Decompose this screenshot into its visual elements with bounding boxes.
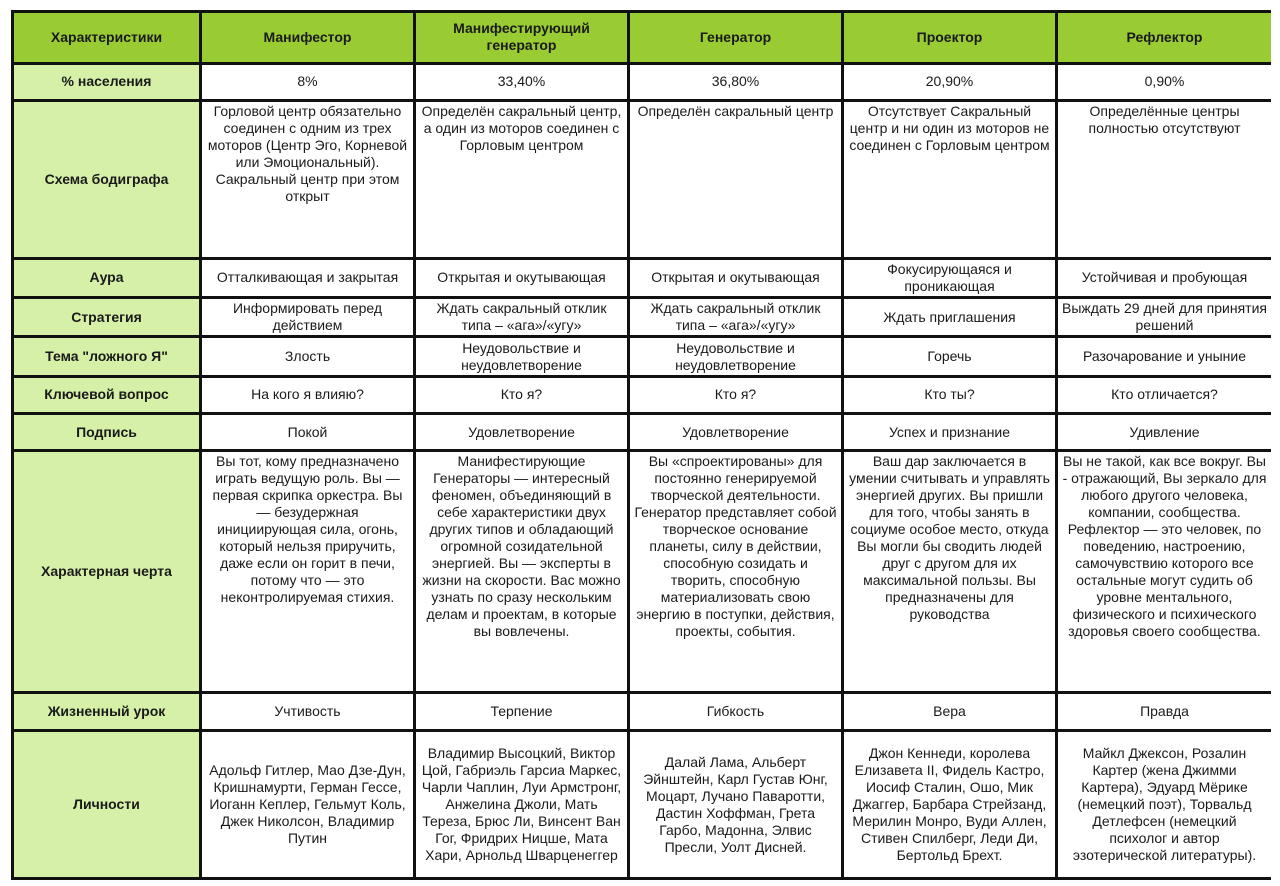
cell-value: Открытая и окутывающая: [416, 260, 627, 296]
cell-value: 8%: [202, 65, 413, 99]
cell-value: Покой: [202, 415, 413, 449]
cell-value: Кто я?: [416, 378, 627, 412]
cell-value: Горловой центр обязательно соединен с одним из трех моторов (Центр Эго, Корневой или Эмоциональный). Сакральный центр при этом открыт: [202, 102, 413, 257]
cell-value: Кто отличается?: [1058, 378, 1271, 412]
cell-value: Правда: [1058, 694, 1271, 729]
cell-value: Отсутствует Сакральный центр и ни один из моторов не соединен с Горловым центром: [844, 102, 1055, 257]
cell-value: Определённые центры полностью отсутствуют: [1058, 102, 1271, 257]
cell-value: 0,90%: [1058, 65, 1271, 99]
table-row: [14, 378, 1271, 412]
cell-value: Разочарование и уныние: [1058, 338, 1271, 374]
table-row: [14, 65, 1271, 99]
cell-value: Удивление: [1058, 415, 1271, 449]
cell-value: Открытая и окутывающая: [630, 260, 841, 296]
cell-value: Далай Лама, Альберт Эйнштейн, Карл Густав Юнг, Моцарт, Лучано Паваротти, Дастин Хоффман, Грета Гарбо, Мадонна, Элвис Пресли, Уолт Дисней.: [630, 732, 841, 877]
cell-value: Владимир Высоцкий, Виктор Цой, Габриэль Гарсиа Маркес, Чарли Чаплин, Луи Армстронг, Анжелина Джоли, Мать Тереза, Брюс Ли, Винсент Ван Гог, Фридрих Ницше, Мата Хари, Арнольд Шварценеггер: [416, 732, 627, 877]
header-projector: Проектор: [844, 13, 1055, 62]
table-row: [14, 299, 1271, 335]
cell-value: Кто ты?: [844, 378, 1055, 412]
header-manifesting-generator: Манифестирующий генератор: [416, 13, 627, 62]
table-row: [14, 102, 1271, 257]
cell-value: Адольф Гитлер, Мао Дзе-Дун, Кришнамурти, Герман Гессе, Иоганн Кеплер, Гельмут Коль, Джек Николсон, Владимир Путин: [202, 732, 413, 877]
row-label-strategy: Стратегия: [14, 299, 199, 335]
header-characteristics: Характеристики: [14, 13, 199, 62]
cell-value: Определён сакральный центр, а один из моторов соединен с Горловым центром: [416, 102, 627, 257]
cell-value: Ждать сакральный отклик типа – «ага»/«угу»: [416, 299, 627, 335]
row-label-population: % населения: [14, 65, 199, 99]
cell-value: Вера: [844, 694, 1055, 729]
cell-value: Ждать приглашения: [844, 299, 1055, 335]
table-row: [14, 732, 1271, 877]
header-reflector: Рефлектор: [1058, 13, 1271, 62]
row-label-character-trait: Характерная черта: [14, 452, 199, 691]
cell-value: Манифестирующие Генераторы — интересный феномен, объединяющий в себе характеристики двух других типов и обладающий огромной созидательной энергией. Вы — эксперты в жизни на скорости. Вас можно узнать по сразу нескольким делам и проектам, в которые вы вовлечены.: [416, 452, 627, 691]
cell-value: Ваш дар заключается в умении считывать и управлять энергией других. Вы пришли для того, чтобы занять в социуме особое место, откуда Вы могли бы сводить людей друг с другом для их максимальной пользы. Вы предназначены для руководства: [844, 452, 1055, 691]
row-label-signature: Подпись: [14, 415, 199, 449]
cell-value: Информировать перед действием: [202, 299, 413, 335]
row-label-not-self-theme: Тема "ложного Я": [14, 338, 199, 374]
table-row: [14, 694, 1271, 729]
cell-value: На кого я влияю?: [202, 378, 413, 412]
header-generator: Генератор: [630, 13, 841, 62]
cell-value: Горечь: [844, 338, 1055, 374]
cell-value: Успех и признание: [844, 415, 1055, 449]
row-label-bodygraph: Схема бодиграфа: [14, 102, 199, 257]
table-row: [14, 415, 1271, 449]
cell-value: Отталкивающая и закрытая: [202, 260, 413, 296]
cell-value: Учтивость: [202, 694, 413, 729]
cell-value: Выждать 29 дней для принятия решений: [1058, 299, 1271, 335]
cell-value: Терпение: [416, 694, 627, 729]
human-design-types-table: [11, 10, 1274, 880]
cell-value: Неудовольствие и неудовлетворение: [416, 338, 627, 374]
header-row: [14, 13, 1271, 62]
row-label-personalities: Личности: [14, 732, 199, 877]
table-row: [14, 338, 1271, 374]
cell-value: Устойчивая и пробующая: [1058, 260, 1271, 296]
table-row: [14, 260, 1271, 296]
table-row: [14, 452, 1271, 691]
cell-value: Кто я?: [630, 378, 841, 412]
table-frame: [11, 10, 1271, 880]
cell-value: Джон Кеннеди, королева Елизавета II, Фидель Кастро, Иосиф Сталин, Ошо, Мик Джаггер, Барбара Стрейзанд, Мерилин Монро, Вуди Аллен, Стивен Спилберг, Леди Ди, Бертольд Брехт.: [844, 732, 1055, 877]
cell-value: Майкл Джексон, Розалин Картер (жена Джимми Картера), Эдуард Мёрике (немецкий поэт), Торвальд Детлефсен (немецкий психолог и автор эзотерической литературы).: [1058, 732, 1271, 877]
cell-value: Вы не такой, как все вокруг. Вы - отражающий, Вы зеркало для любого другого человека, компании, сообщества. Рефлектор — это человек, по поведению, настроению, самочувствию которого все остальные могут судить об уровне ментального, физического и психического здоровья своего сообщества.: [1058, 452, 1271, 691]
cell-value: 20,90%: [844, 65, 1055, 99]
cell-value: Вы «спроектированы» для постоянно генерируемой творческой деятельности. Генератор представляет собой творческое основание планеты, силу в действии, способную созидать и творить, способную материализовать свою энергию в поступки, действия, проекты, события.: [630, 452, 841, 691]
row-label-aura: Аура: [14, 260, 199, 296]
cell-value: Удовлетворение: [630, 415, 841, 449]
header-manifestor: Манифестор: [202, 13, 413, 62]
cell-value: Ждать сакральный отклик типа – «ага»/«угу»: [630, 299, 841, 335]
row-label-life-lesson: Жизненный урок: [14, 694, 199, 729]
cell-value: Злость: [202, 338, 413, 374]
cell-value: Фокусирующаяся и проникающая: [844, 260, 1055, 296]
cell-value: 33,40%: [416, 65, 627, 99]
cell-value: Удовлетворение: [416, 415, 627, 449]
row-label-key-question: Ключевой вопрос: [14, 378, 199, 412]
cell-value: Неудовольствие и неудовлетворение: [630, 338, 841, 374]
cell-value: Вы тот, кому предназначено играть ведущую роль. Вы — первая скрипка оркестра. Вы — безудержная инициирующая сила, огонь, который нельзя приручить, даже если он горит в печи, потому что — это неконтролируемая стихия.: [202, 452, 413, 691]
cell-value: 36,80%: [630, 65, 841, 99]
cell-value: Гибкость: [630, 694, 841, 729]
cell-value: Определён сакральный центр: [630, 102, 841, 257]
